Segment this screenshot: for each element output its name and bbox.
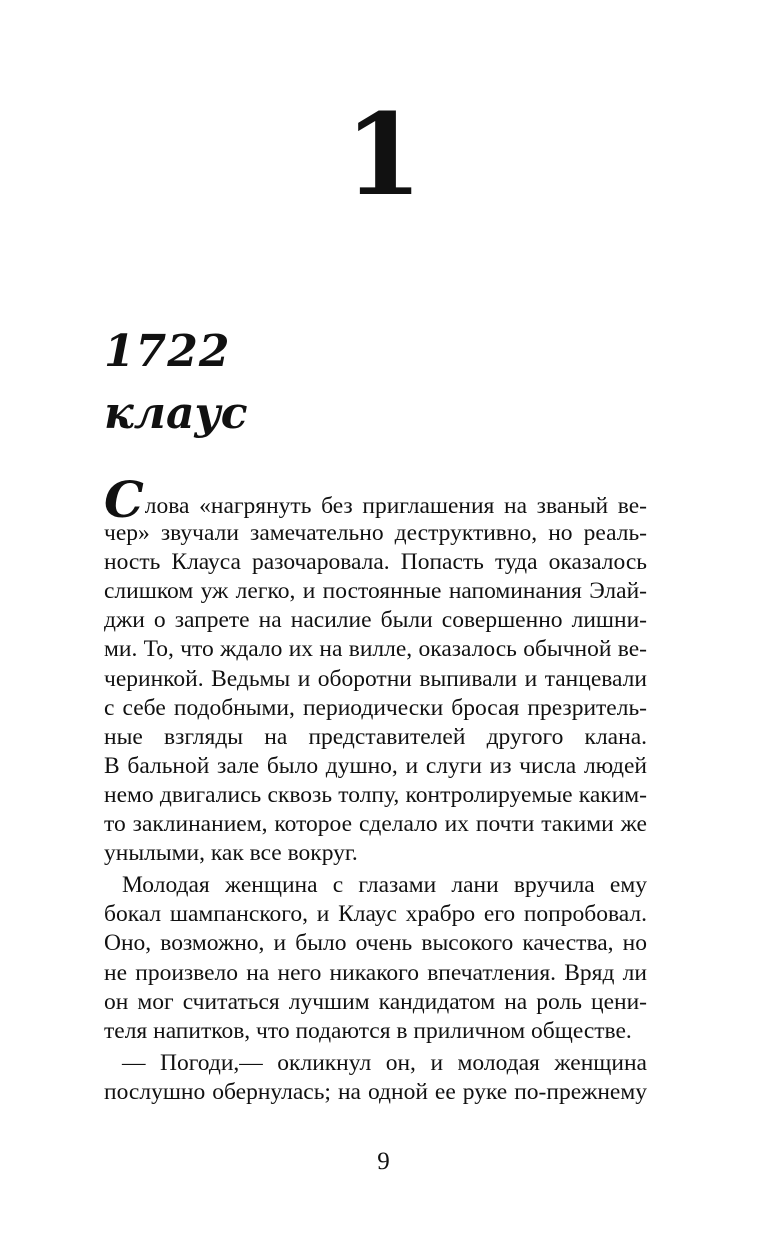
text-line: чер» звучали замечательно деструктивно, но реаль- — [104, 520, 647, 547]
text-line: — Погоди,— окликнул он, и молодая женщина — [122, 1049, 647, 1076]
page-number: 9 — [377, 1148, 390, 1175]
chapter-year: 1722 — [104, 326, 231, 377]
chapter-character-name: клаус — [104, 388, 248, 439]
text-line: черинкой. Ведьмы и оборотни выпивали и танцевали — [104, 665, 647, 692]
chapter-number: 1 — [344, 90, 423, 221]
drop-cap: С — [104, 470, 144, 529]
text-line: бокал шампанского, и Клаус храбро его попробовал. — [104, 901, 647, 928]
text-line: ные взгляды на представителей другого клана. — [104, 723, 647, 750]
text-line: Слова «нагрянуть без приглашения на званый ве- — [104, 470, 647, 529]
text-line: он мог считаться лучшим кандидатом на роль цени- — [104, 988, 647, 1015]
text-line: не произвело на него никакого впечатления. Вряд ли — [104, 959, 647, 986]
text-line: ность Клауса разочаровала. Попасть туда оказалось — [104, 549, 647, 576]
text-line: унылыми, как все вокруг. — [104, 840, 358, 867]
text-line: слишком уж легко, и постоянные напоминания Элай- — [104, 578, 647, 605]
text-line: послушно обернулась; на одной ее руке по-прежнему — [104, 1078, 647, 1105]
text-line: то заклинанием, которое сделало их почти такими же — [104, 811, 647, 838]
text-line: В бальной зале было душно, и слуги из числа людей — [104, 752, 647, 779]
text-line: Оно, возможно, и было очень высокого качества, но — [104, 930, 647, 957]
text-line: джи о запрете на насилие были совершенно лишни- — [104, 607, 647, 634]
text-line: теля напитков, что подаются в приличном обществе. — [104, 1017, 632, 1044]
text-line: немо двигались сквозь толпу, контролируемые каким- — [104, 781, 647, 808]
body-text — [104, 470, 647, 1107]
text-line: Молодая женщина с глазами лани вручила ему — [122, 872, 647, 899]
text-line: ми. То, что ждало их на вилле, оказалось обычной ве- — [104, 636, 647, 663]
text-line: с себе подобными, периодически бросая презритель- — [104, 694, 647, 721]
